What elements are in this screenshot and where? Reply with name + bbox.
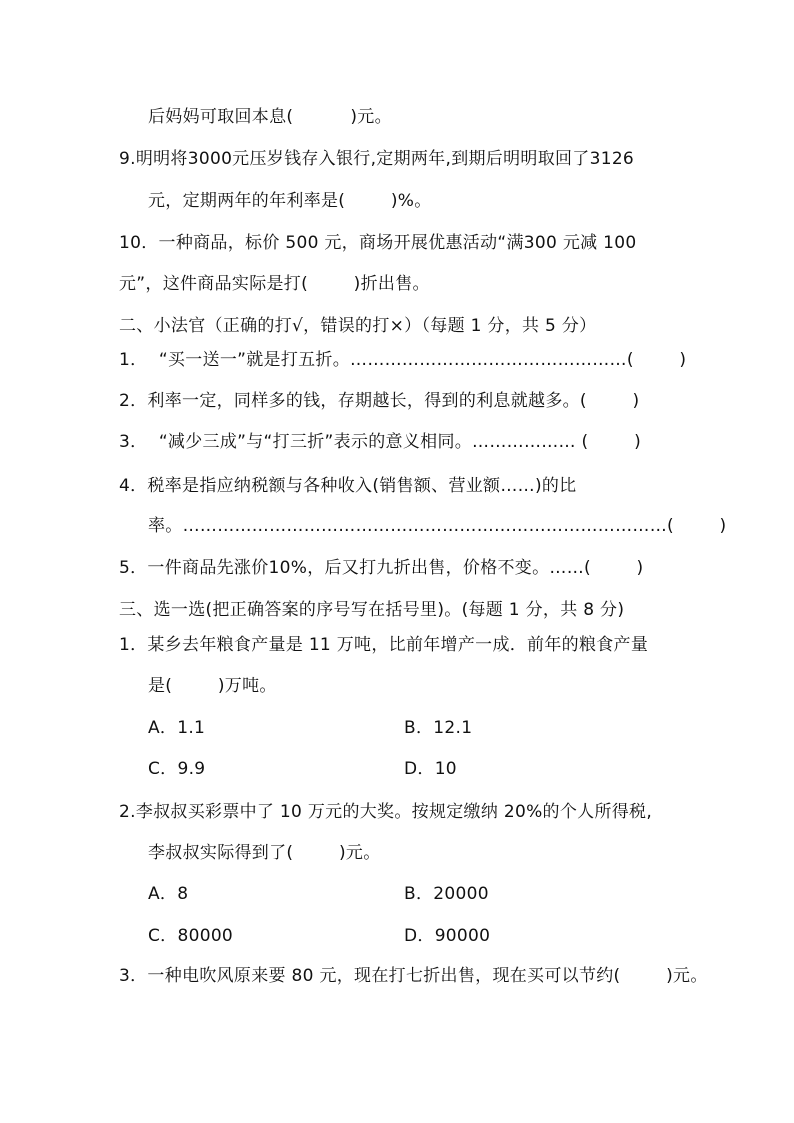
section-3-question-2-option-c: C．80000 bbox=[148, 926, 234, 946]
question-9-line-1: 9.明明将3000元压岁钱存入银行,定期两年,到期后明明取回了3126 bbox=[119, 149, 635, 169]
section-2-item-4-line-1: 4．税率是指应纳税额与各种收入(销售额、营业额……)的比 bbox=[119, 476, 577, 496]
section-3-question-2-option-b: B．20000 bbox=[404, 884, 489, 904]
section-3-question-3-line-1: 3．一种电吹风原来要 80 元，现在打七折出售，现在买可以节约( )元。 bbox=[119, 966, 708, 986]
section-3-title: 三、选一选(把正确答案的序号写在括号里)。(每题 1 分，共 8 分) bbox=[119, 600, 625, 620]
section-2-item-1: 1． “买一送一”就是打五折。…………………………………………( ) bbox=[119, 350, 687, 370]
question-10-line-1: 10．一种商品，标价 500 元，商场开展优惠活动“满300 元减 100 bbox=[119, 233, 637, 253]
section-3-question-1-option-d: D．10 bbox=[404, 759, 457, 779]
section-3-question-2-line-2: 李叔叔实际得到了( )元。 bbox=[148, 843, 381, 863]
section-2-item-5: 5．一件商品先涨价10%，后又打九折出售，价格不变。……( ) bbox=[119, 558, 644, 578]
section-3-question-1-option-a: A．1.1 bbox=[148, 718, 206, 738]
section-3-question-1-option-b: B．12.1 bbox=[404, 718, 473, 738]
section-3-question-1-line-2: 是( )万吨。 bbox=[148, 676, 277, 696]
section-2-item-3: 3． “减少三成”与“打三折”表示的意义相同。……………… ( ) bbox=[119, 432, 642, 452]
section-2-title: 二、小法官（正确的打√，错误的打×）（每题 1 分，共 5 分） bbox=[119, 316, 597, 336]
section-2-item-4-line-2: 率。…………………………………………………………………………( ) bbox=[148, 516, 727, 536]
section-3-question-2-option-d: D．90000 bbox=[404, 926, 491, 946]
question-8-tail: 后妈妈可取回本息( )元。 bbox=[148, 107, 392, 127]
question-10-line-2: 元”，这件商品实际是打( )折出售。 bbox=[119, 274, 430, 294]
question-9-line-2: 元，定期两年的年利率是( )%。 bbox=[148, 191, 432, 211]
section-3-question-2-option-a: A．8 bbox=[148, 884, 189, 904]
section-2-item-2: 2．利率一定，同样多的钱，存期越长，得到的利息就越多。( ) bbox=[119, 391, 640, 411]
section-3-question-2-line-1: 2.李叔叔买彩票中了 10 万元的大奖。按规定缴纳 20%的个人所得税, bbox=[119, 802, 653, 822]
section-3-question-1-option-c: C．9.9 bbox=[148, 759, 206, 779]
section-3-question-1-line-1: 1．某乡去年粮食产量是 11 万吨，比前年增产一成．前年的粮食产量 bbox=[119, 635, 649, 655]
